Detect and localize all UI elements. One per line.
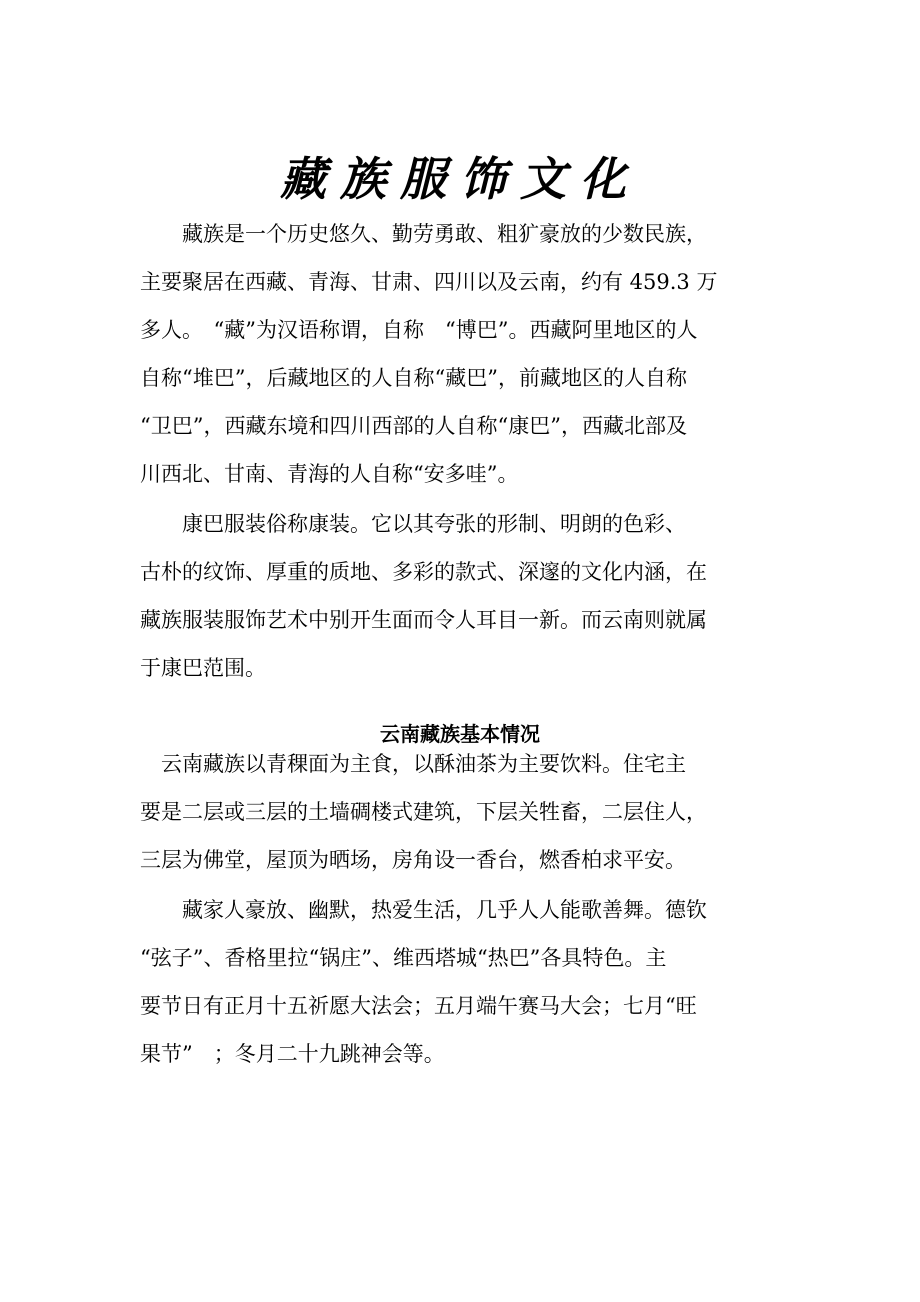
text-line: 要是二层或三层的土墙碉楼式建筑，下层关牲畜，二层住人，	[140, 800, 707, 824]
text-line: 自称“堆巴”，后藏地区的人自称“藏巴”，前藏地区的人自称	[140, 366, 687, 390]
text-line: 藏家人豪放、幽默，热爱生活，几乎人人能歌善舞。德钦	[140, 898, 707, 922]
text-line: 果节” ；冬月二十九跳神会等。	[140, 1042, 445, 1066]
paragraph-intro	[140, 210, 780, 498]
text-line: 云南藏族以青稞面为主食，以酥油茶为主要饮料。住宅主	[140, 752, 686, 776]
text-line: 于康巴范围。	[140, 656, 266, 680]
text-line: 藏族服装服饰艺术中别开生面而令人耳目一新。而云南则就属	[140, 608, 707, 632]
section-heading: 云南藏族基本情况	[380, 721, 540, 746]
text-line: 古朴的纹饰、厚重的质地、多彩的款式、深邃的文化内涵，在	[140, 560, 707, 584]
text-line: “弦子”、香格里拉“锅庄”、维西塔城“热巴”各具特色。主	[140, 946, 667, 970]
text-line: 要节日有正月十五祈愿大法会；五月端午赛马大会；七月“旺	[140, 994, 697, 1018]
text-line: 康巴服装俗称康装。它以其夸张的形制、明朗的色彩、	[140, 512, 686, 536]
paragraph-yunnan	[140, 740, 780, 884]
paragraph-festivals	[140, 886, 780, 1078]
paragraph-kangba	[140, 500, 780, 692]
text-line: “卫巴”，西藏东境和四川西部的人自称“康巴”，西藏北部及	[140, 414, 687, 438]
text-line: 藏族是一个历史悠久、勤劳勇敢、粗犷豪放的少数民族，	[140, 222, 707, 246]
text-line: 川西北、甘南、青海的人自称“安多哇”。	[140, 462, 519, 486]
text-line: 多人。 “藏”为汉语称谓，自称 “博巴”。西藏阿里地区的人	[140, 318, 698, 342]
text-line: 主要聚居在西藏、青海、甘肃、四川以及云南，约有 459.3 万	[140, 270, 718, 294]
text-line: 三层为佛堂，屋顶为晒场，房角设一香台，燃香柏求平安。	[140, 848, 686, 872]
page-title: 藏族服饰文化	[280, 151, 640, 206]
